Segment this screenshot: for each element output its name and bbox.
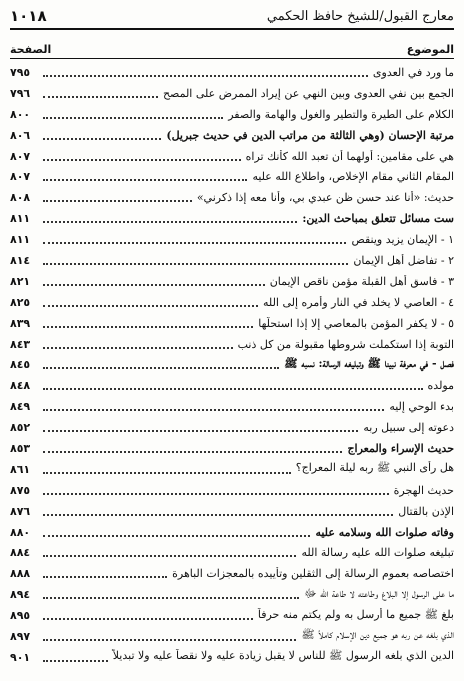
dot-leader	[43, 659, 108, 662]
entry-page-number: ٨٩٤	[10, 588, 31, 602]
toc-entry	[10, 501, 454, 522]
toc-entry	[10, 125, 454, 146]
entry-title: ١ - الإيمان يزيد وينقص	[351, 233, 454, 247]
entry-title: ٢ - تفاضل أهل الإيمان	[353, 253, 454, 267]
topic-column-header: الموضوع	[406, 42, 454, 56]
entry-page-number: ٨٠٨	[10, 191, 31, 205]
toc-entry	[10, 396, 454, 417]
entry-page-number: ٨٤٨	[10, 379, 31, 393]
entry-title: حديث: «أنا عند حسن ظن عبدي بي، وأنا معه إذا ذكرني»	[196, 191, 454, 205]
toc-entries	[10, 62, 454, 668]
entry-title: بدء الوحي إليه	[389, 400, 454, 414]
entry-page-number: ٨٢١	[10, 274, 31, 288]
dot-leader	[43, 596, 299, 599]
dot-leader	[43, 220, 297, 223]
entry-page-number: ٨٠٦	[10, 128, 31, 142]
entry-page-number: ٨١١	[10, 233, 31, 247]
entry-page-number: ٨٩٧	[10, 629, 31, 643]
entry-title: الذي بلغه عن ربه هو جميع دين الإسلام كاملاً ﷺ	[301, 628, 454, 642]
dot-leader	[43, 199, 192, 202]
entry-page-number: ٩٠١	[10, 650, 31, 664]
toc-entry	[10, 438, 454, 459]
dot-leader	[43, 346, 233, 349]
column-headers	[10, 40, 454, 59]
entry-page-number: ٨٩٥	[10, 609, 31, 623]
toc-entry	[10, 229, 454, 250]
toc-entry	[10, 417, 454, 438]
dot-leader	[43, 262, 348, 265]
toc-entry	[10, 187, 454, 208]
toc-entry	[10, 292, 454, 313]
entry-page-number: ٨٤٥	[10, 358, 31, 372]
toc-entry	[10, 208, 454, 229]
entry-page-number: ٨٠٠	[10, 107, 31, 121]
toc-entry	[10, 83, 454, 104]
dot-leader	[43, 429, 358, 432]
entry-title: مولده	[427, 379, 454, 393]
entry-title: ٣ - فاسق أهل القبلة مؤمن ناقص الإيمان	[269, 274, 454, 288]
book-title: معارج القبول/للشيخ حافظ الحكمي	[266, 8, 454, 24]
entry-page-number: ٨٦١	[10, 462, 31, 476]
dot-leader	[43, 366, 279, 369]
entry-page-number: ٨٥٣	[10, 441, 31, 455]
toc-entry	[10, 313, 454, 334]
page-header	[10, 4, 454, 30]
entry-page-number: ٨٧٥	[10, 483, 31, 497]
entry-page-number: ٨١١	[10, 212, 31, 226]
dot-leader	[43, 638, 296, 641]
entry-page-number: ٨٧٦	[10, 504, 31, 518]
entry-title: الجمع بين نفي العدوى وبين النهي عن إيراد الممرض على المصح	[162, 86, 454, 100]
entry-title: الدين الذي بلغه الرسول ﷺ للناس لا يقبل زيادة عليه ولا نقصاً عليه ولا تبديلاً	[112, 649, 454, 663]
dot-leader	[43, 450, 342, 453]
entry-title: حديث الإسراء والمعراج	[347, 441, 454, 455]
toc-entry	[10, 62, 454, 83]
toc-entry	[10, 542, 454, 563]
entry-title: هل رأى النبي ﷺ ربه ليلة المعراج؟	[295, 461, 454, 475]
entry-title: حديث الهجرة	[393, 483, 454, 497]
entry-page-number: ٨٠٧	[10, 149, 31, 163]
toc-entry	[10, 104, 454, 125]
entry-page-number: ٨٨٠	[10, 525, 31, 539]
entry-title: ما على الرسول إلا البلاغ وطاعته لا طاعة الله ﷻ	[304, 586, 454, 600]
entry-page-number: ٨١٤	[10, 253, 31, 267]
dot-leader	[43, 325, 253, 328]
dot-leader	[43, 178, 247, 181]
toc-entry	[10, 522, 454, 543]
entry-page-number: ٨٣٩	[10, 316, 31, 330]
dot-leader	[43, 492, 389, 495]
dot-leader	[43, 387, 423, 390]
toc-entry	[10, 271, 454, 292]
toc-entry	[10, 250, 454, 271]
toc-entry	[10, 375, 454, 396]
dot-leader	[43, 241, 346, 244]
entry-page-number: ٨٥٢	[10, 421, 31, 435]
entry-title: التوبة إذا استكملت شروطها مقبولة من كل ذنب	[237, 337, 454, 351]
toc-entry	[10, 605, 454, 626]
toc-entry	[10, 563, 454, 584]
entry-title: ما ورد في العدوى	[372, 65, 454, 79]
dot-leader	[43, 575, 167, 578]
entry-title: الإذن بالقتال	[398, 504, 454, 518]
entry-page-number: ٨٤٩	[10, 400, 31, 414]
dot-leader	[43, 471, 291, 474]
entry-title: ٥ - لا يكفر المؤمن بالمعاصي إلا إذا استحلّها	[258, 316, 454, 330]
dot-leader	[43, 283, 265, 286]
toc-entry	[10, 146, 454, 167]
dot-leader	[43, 158, 241, 161]
toc-entry	[10, 166, 454, 187]
entry-title: الكلام على الطيرة والتطير والغول والهامة والصفر	[228, 107, 454, 121]
dot-leader	[43, 554, 296, 557]
dot-leader	[43, 304, 258, 307]
entry-title: وفاته صلوات الله وسلامه عليه	[315, 525, 454, 539]
dot-leader	[43, 408, 384, 411]
entry-title: دعوته إلى سبيل ربه	[363, 421, 454, 435]
toc-entry	[10, 334, 454, 355]
toc-entry	[10, 480, 454, 501]
entry-title: تبليغه صلوات الله عليه رسالة الله	[301, 546, 454, 560]
entry-page-number: ٨٤٣	[10, 337, 31, 351]
page-column-header: الصفحة	[10, 42, 52, 56]
entry-page-number: ٨٠٧	[10, 170, 31, 184]
entry-page-number: ٨٨٤	[10, 546, 31, 560]
entry-title: مرتبة الإحسان (وهي الثالثة من مراتب الدين في حديث جبريل)	[166, 128, 454, 142]
entry-title: اختصاصه بعموم الرسالة إلى الثقلين وتأييده بالمعجزات الباهرة	[172, 567, 454, 581]
toc-entry	[10, 584, 454, 605]
dot-leader	[43, 74, 368, 77]
dot-leader	[43, 534, 310, 537]
entry-title: المقام الثاني مقام الإخلاص، واطلاع الله عليه	[252, 170, 454, 184]
entry-page-number: ٨٢٥	[10, 295, 31, 309]
entry-page-number: ٨٨٨	[10, 567, 31, 581]
entry-title: ٤ - العاصي لا يخلد في النار وأمره إلى الله	[263, 295, 454, 309]
entry-page-number: ٧٩٥	[10, 65, 31, 79]
toc-entry	[10, 647, 454, 668]
entry-title: بلغ ﷺ جميع ما أرسل به ولم يكتم منه حرفاً	[257, 607, 454, 621]
dot-leader	[43, 116, 223, 119]
dot-leader	[43, 137, 161, 140]
entry-page-number: ٧٩٦	[10, 86, 31, 100]
page-number: ١٠١٨	[10, 7, 47, 25]
entry-title: فصل - في معرفة نبينا ﷺ وتبليغه الرسالة: نسبه ﷺ	[284, 356, 454, 370]
dot-leader	[43, 95, 158, 98]
toc-entry	[10, 626, 454, 647]
dot-leader	[43, 513, 393, 516]
entry-title: هي على مقامين: أولهما أن تعبد الله كأنك تراه	[245, 149, 454, 163]
entry-title: ست مسائل تتعلق بمباحث الدين:	[302, 212, 454, 226]
toc-entry	[10, 459, 454, 480]
dot-leader	[43, 617, 253, 620]
toc-entry	[10, 354, 454, 375]
